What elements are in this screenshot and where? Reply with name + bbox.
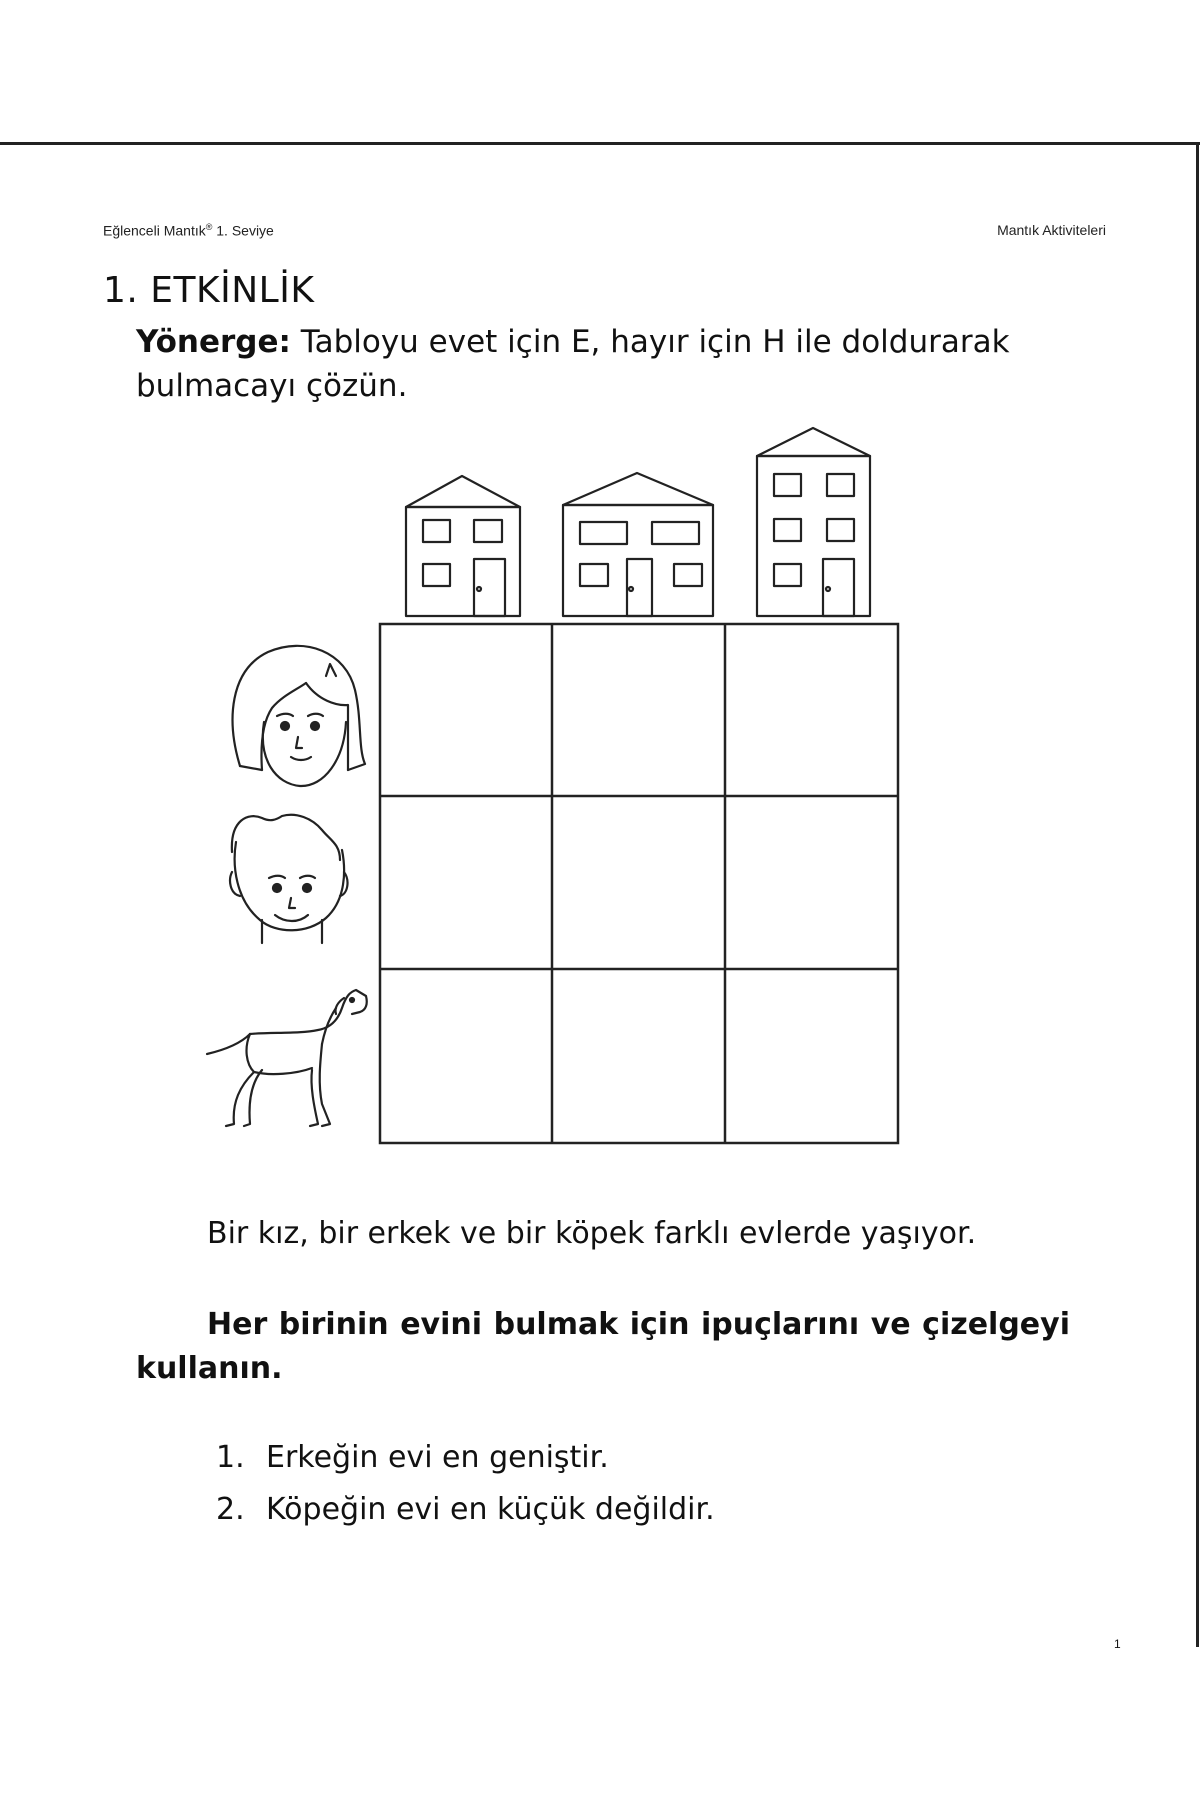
clue-text: Köpeğin evi en küçük değildir.	[266, 1492, 715, 1527]
logic-grid	[380, 624, 898, 1143]
instruction-colon: :	[278, 324, 291, 360]
page-number: 1	[1114, 1637, 1121, 1651]
header-right: Mantık Aktiviteleri	[997, 222, 1106, 238]
dog-icon	[207, 990, 367, 1126]
clue-number: 2.	[216, 1492, 245, 1527]
clue-number: 1.	[216, 1440, 245, 1475]
clue-item	[216, 1484, 715, 1536]
house-tall-icon	[757, 428, 870, 616]
clue-item	[216, 1432, 715, 1484]
instruction-label: Yönerge	[136, 324, 279, 360]
boy-face-icon	[230, 815, 347, 943]
task-paragraph: Her birinin evini bulmak için ipuçlarını ve çizelgeyi kullanın.	[136, 1307, 1070, 1386]
instruction	[136, 320, 1086, 408]
activity-title: 1. ETKİNLİK	[103, 270, 315, 311]
girl-face-icon	[233, 646, 365, 786]
header-left	[103, 222, 274, 239]
right-border-line	[1196, 142, 1199, 1647]
header-level: 1. Seviye	[216, 222, 274, 239]
clue-list	[216, 1432, 715, 1536]
story-paragraph: Bir kız, bir erkek ve bir köpek farklı evlerde yaşıyor.	[207, 1216, 977, 1251]
header-series-title: Eğlenceli Mantık	[103, 222, 206, 239]
house-small-icon	[406, 476, 520, 616]
top-border-line	[0, 142, 1200, 145]
instruction-text: Tabloyu evet için E, hayır için H ile doldurarak bulmacayı çözün.	[136, 324, 1010, 404]
clue-text: Erkeğin evi en geniştir.	[266, 1440, 609, 1475]
house-wide-icon	[563, 473, 713, 616]
registered-mark: ®	[205, 222, 213, 232]
